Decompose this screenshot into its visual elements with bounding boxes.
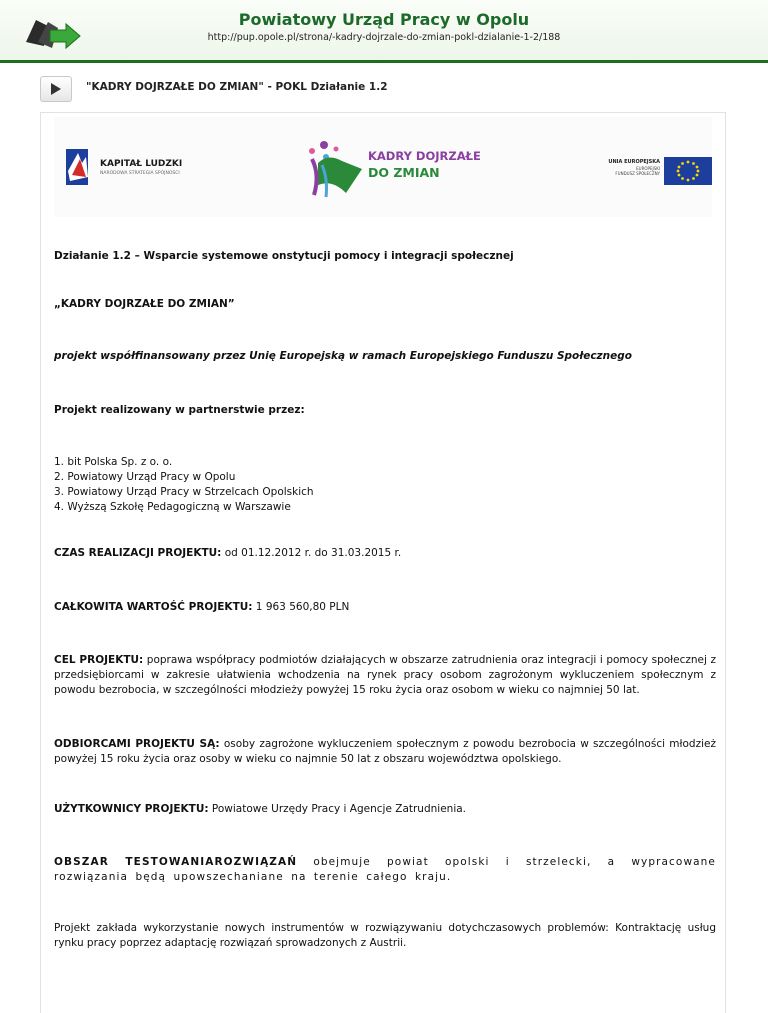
project-value: CAŁKOWITA WARTOŚĆ PROJEKTU: 1 963 560,80 PLN	[54, 601, 350, 613]
logo-banner	[54, 117, 712, 217]
project-duration: CZAS REALIZACJI PROJEKTU: od 01.12.2012 r. do 31.03.2015 r.	[54, 547, 402, 559]
list-item: 4. Wyższą Szkołę Pedagogiczną w Warszawie	[54, 501, 291, 513]
kadry-dojrzale-icon	[302, 135, 364, 201]
project-users: UŻYTKOWNICY PROJEKTU: Powiatowe Urzędy Pracy i Agencje Zatrudnienia.	[54, 803, 467, 815]
list-item: 3. Powiatowy Urząd Pracy w Strzelcach Opolskich	[54, 486, 314, 498]
project-name: „KADRY DOJRZAŁE DO ZMIAN”	[54, 298, 235, 310]
cofinancing-note: projekt współfinansowany przez Unię Europejską w ramach Europejskiego Funduszu Społecznego	[54, 350, 632, 362]
eu-logo: UNIA EUROPEJSKA EUROPEJSKI FUNDUSZ SPOŁECZNY	[592, 153, 712, 193]
project-recipients: ODBIORCAMI PROJEKTU SĄ: osoby zagrożone wykluczeniem społecznym z powodu bezrobocia w szczególności młodzież powyżej 15 roku życia oraz osoby w wieku co najmnie 50 lat z obszaru województwa opolskiego.	[54, 738, 716, 765]
arrow-button[interactable]	[40, 76, 72, 102]
kapital-ludzki-logo: KAPITAŁ LUDZKI NARODOWA STRATEGIA SPÓJNOŚCI	[64, 147, 204, 189]
action-title: Działanie 1.2 – Wsparcie systemowe onstytucji pomocy i integracji społecznej	[54, 250, 514, 262]
site-header	[0, 0, 768, 63]
page-heading-row	[40, 76, 730, 102]
list-item: 2. Powiatowy Urząd Pracy w Opolu	[54, 471, 236, 483]
partnership-intro: Projekt realizowany w partnerstwie przez:	[54, 404, 305, 416]
article-content	[40, 112, 726, 1013]
list-item: 1. bit Polska Sp. z o. o.	[54, 456, 173, 468]
kadry-dojrzale-logo: KADRY DOJRZAŁE DO ZMIAN	[302, 135, 482, 205]
site-title[interactable]: Powiatowy Urząd Pracy w Opolu	[238, 10, 530, 29]
page-title: "KADRY DOJRZAŁE DO ZMIAN" - POKL Działanie 1.2	[86, 81, 388, 93]
testing-area: OBSZAR TESTOWANIAROZWIĄZAŃ obejmuje powiat opolski i strzelecki, a wypracowane rozwiązania będą upowszechaniane na terenie całego kraju.	[54, 856, 716, 883]
play-arrow-icon	[50, 83, 62, 95]
partners-list	[54, 455, 716, 515]
closing-paragraph: Projekt zakłada wykorzystanie nowych instrumentów w rozwiązywaniu dotychczasowych problemów: Kontraktację usług rynku pracy poprzez adaptację rozwiązań sprowadzonych z Austrii.	[54, 922, 716, 949]
eu-flag-icon	[664, 157, 712, 185]
project-goal: CEL PROJEKTU: poprawa współpracy podmiotów działających w obszarze zatrudnienia oraz integracji i pomocy społecznej z przedsiębiorcami w zakresie ułatwienia wchodzenia na rynek pracy osobom zagrożonym wykluczeniem społecznym z powodu bezrobocia, w szczególności młodzieży powyżej 15 roku życia oraz osobom w wieku co najmniej 50 lat.	[54, 654, 716, 696]
page-url: http://pup.opole.pl/strona/-kadry-dojrzale-do-zmian-pokl-dzialanie-1-2/188	[207, 32, 561, 43]
kapital-ludzki-icon	[64, 147, 94, 187]
